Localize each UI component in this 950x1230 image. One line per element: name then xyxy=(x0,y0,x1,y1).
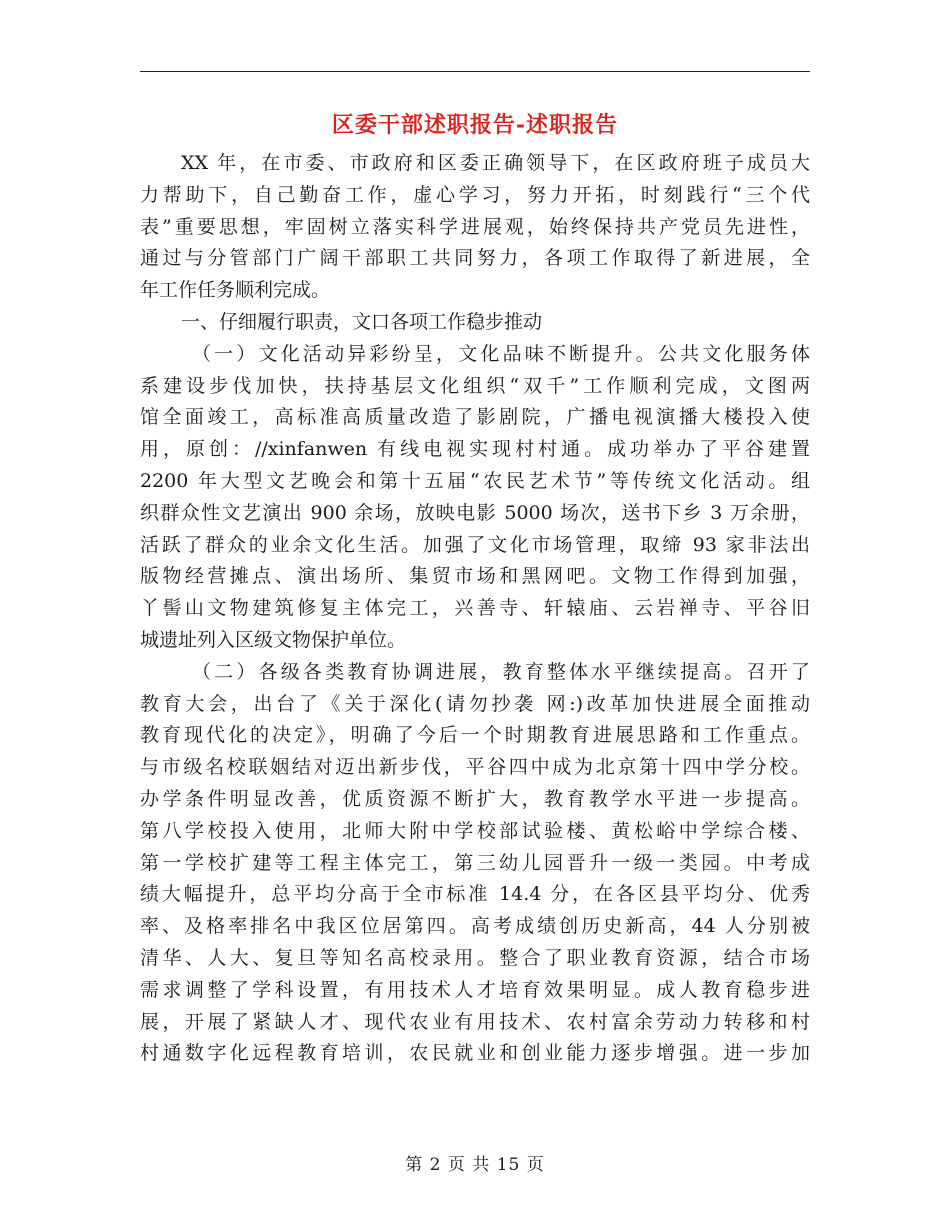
body-line: 教育大会，出台了《关于深化(请勿抄袭 网:)改革加快进展全面推动 xyxy=(140,692,810,715)
body-line: 丫髻山文物建筑修复主体完工，兴善寺、轩辕庙、云岩禅寺、平谷旧 xyxy=(140,597,810,620)
body-line: 年工作任务顺利完成。 xyxy=(140,279,331,302)
body-line: 需求调整了学科设置，有用技术人才培育效果明显。成人教育稳步进 xyxy=(140,978,810,1001)
section-heading: 一、仔细履行职责，文口各项工作稳步推动 xyxy=(181,310,543,333)
body-line: 力帮助下，自己勤奋工作，虚心学习，努力开拓，时刻践行“三个代 xyxy=(140,183,810,206)
body-line: 活跃了群众的业余文化生活。加强了文化市场管理，取缔 93 家非法出 xyxy=(140,533,810,556)
body-line: 第一学校扩建等工程主体完工，第三幼儿园晋升一级一类园。中考成 xyxy=(140,851,810,874)
body-line: 与市级名校联姻结对迈出新步伐，平谷四中成为北京第十四中学分校。 xyxy=(140,756,810,779)
body-line: 馆全面竣工，高标准高质量改造了影剧院，广播电视演播大楼投入使 xyxy=(140,406,810,429)
body-line: （二）各级各类教育协调进展，教育整体水平继续提高。召开了 xyxy=(192,660,810,683)
document-body xyxy=(140,148,810,1070)
body-line: XX 年，在市委、市政府和区委正确领导下，在区政府班子成员大 xyxy=(181,152,810,174)
body-line: 城遗址列入区级文物保护单位。 xyxy=(140,628,407,651)
body-line: 绩大幅提升，总平均分高于全市标准 14.4 分，在各区县平均分、优秀 xyxy=(140,883,810,906)
body-line: 办学条件明显改善，优质资源不断扩大，教育教学水平进一步提高。 xyxy=(140,787,810,810)
body-line: 村通数字化远程教育培训，农民就业和创业能力逐步增强。进一步加 xyxy=(140,1042,810,1065)
body-line: （一）文化活动异彩纷呈，文化品味不断提升。公共文化服务体 xyxy=(192,342,810,365)
page-number: 第 2 页 共 15 页 xyxy=(405,1155,545,1175)
body-line: 清华、人大、复旦等知名高校录用。整合了职业教育资源，结合市场 xyxy=(140,946,810,969)
document-title: 区委干部述职报告-述职报告 xyxy=(331,112,619,138)
body-line: 2200 年大型文艺晚会和第十五届“农民艺术节”等传统文化活动。组 xyxy=(140,469,810,492)
body-line: 通过与分管部门广阔干部职工共同努力，各项工作取得了新进展，全 xyxy=(140,247,810,270)
body-line: 织群众性文艺演出 900 余场，放映电影 5000 场次，送书下乡 3 万余册， xyxy=(140,501,810,524)
body-line: 系建设步伐加快，扶持基层文化组织“双千”工作顺利完成，文图两 xyxy=(140,374,810,397)
header-rule xyxy=(140,71,810,72)
body-line: 教育现代化的决定》，明确了今后一个时期教育进展思路和工作重点。 xyxy=(140,724,810,747)
body-line: 率、及格率排名中我区位居第四。高考成绩创历史新高，44 人分别被 xyxy=(140,915,810,938)
body-line: 版物经营摊点、演出场所、集贸市场和黑网吧。文物工作得到加强， xyxy=(140,565,810,588)
body-line: 展，开展了紧缺人才、现代农业有用技术、农村富余劳动力转移和村 xyxy=(140,1010,810,1033)
body-line: 第八学校投入使用，北师大附中学校部试验楼、黄松峪中学综合楼、 xyxy=(140,819,810,842)
body-line: 用，原创：//xinfanwen 有线电视实现村村通。成功举办了平谷建置 xyxy=(140,438,810,461)
body-line: 表”重要思想，牢固树立落实科学进展观，始终保持共产党员先进性， xyxy=(140,215,810,238)
